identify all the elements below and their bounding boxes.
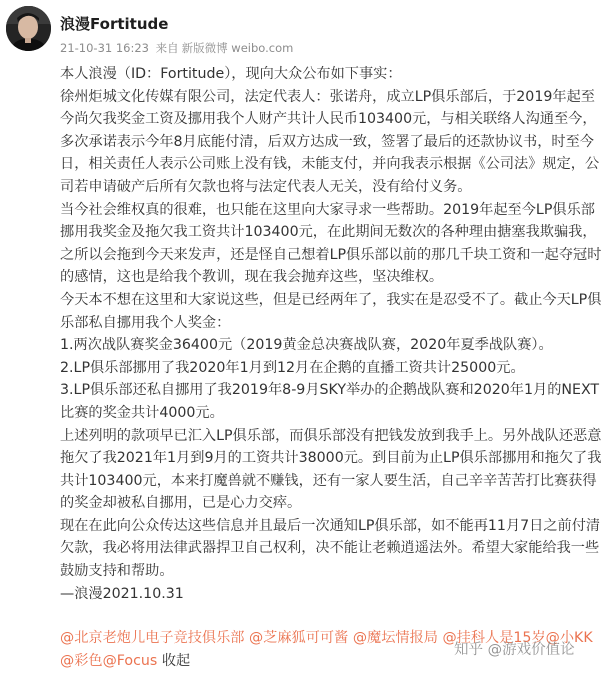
avatar[interactable] <box>6 6 51 51</box>
mention-link[interactable]: @Focus <box>102 652 158 669</box>
mention-link[interactable]: @小KK <box>545 630 593 646</box>
mention-link[interactable]: @挂科人是15岁 <box>442 630 546 646</box>
post-paragraph: 本人浪漫（ID：Fortitude），现向大众公布如下事实： <box>60 66 402 82</box>
post-paragraph: 当今社会维权真的很难，也只能在这里向大家寻求一些帮助。2019年起至今LP俱乐部挪用我奖金及拖欠我工资共计103400元，在此期间无数次的各种理由搪塞我欺骗我，之所以会拖到今天来发声，还是怪自己想着LP俱乐部以前的那几千块工资和一起夺冠时的感情，这也是给我个教训，现在我会抛弃这些，坚决维权。 <box>60 201 602 286</box>
post-paragraph: 今天本不想在这里和大家说这些，但是已经两年了，我实在是忍受不了。截止今天LP俱乐部私自挪用我个人奖金： <box>60 291 602 331</box>
post-source[interactable]: 新版微博 weibo.com <box>181 41 294 55</box>
mention-link[interactable]: @魔坛情报局 <box>352 630 438 646</box>
mention-link[interactable]: @北京老炮儿电子竞技俱乐部 <box>60 630 245 646</box>
post-paragraph: 2.LP俱乐部挪用了我2020年1月到12月在企鹅的直播工资共计25000元。 <box>60 359 525 376</box>
post-paragraph: 上述列明的款项早已汇入LP俱乐部，而俱乐部没有把钱发放到我手上。另外战队还恶意拖欠了我2021年1月到9月的工资共计38000元。到目前为止LP俱乐部挪用和拖欠了我共计103400元，本来打魔兽就不赚钱，还有一家人要生活，自己辛辛苦苦打比赛获得的奖金却被私自挪用，已是心力交瘁。 <box>60 427 602 512</box>
username[interactable]: 浪漫Fortitude <box>60 15 169 33</box>
post-paragraph: 现在在此向公众传达这些信息并且最后一次通知LP俱乐部，如不能再11月7日之前付清欠款，我必将用法律武器捍卫自己权利，决不能让老赖逍遥法外。希望大家能给我一些鼓励支持和帮助。 <box>60 517 601 580</box>
watermark: 知乎 @游戏价值论 <box>454 642 575 658</box>
avatar-image <box>6 6 51 51</box>
post-header <box>0 0 616 56</box>
mention-link[interactable]: @芝麻狐可可酱 <box>248 630 349 646</box>
source-prefix: 来自 <box>155 41 179 55</box>
post-paragraph: 1.两次战队赛奖金36400元（2019黄金总决赛战队赛，2020年夏季战队赛）。 <box>60 337 553 354</box>
collapse-link[interactable]: 收起 <box>161 652 191 669</box>
post-signature: —浪漫2021.10.31 <box>60 585 184 602</box>
post-timestamp[interactable]: 21-10-31 16:23 <box>60 41 149 55</box>
post-paragraph: 徐州炬城文化传媒有限公司，法定代表人：张诺舟，成立LP俱乐部后，于2019年起至今尚欠我奖金工资及挪用我个人财产共计人民币103400元，与相关联络人沟通至今，多次承诺表示今年8月底能付清，后双方达成一致，签署了最后的还款协议书，时至今日，相关责任人表示公司账上没有钱，未能支付，并向我表示根据《公司法》规定，公司若申请破产后所有欠款也将与法定代表人无关，没有给付义务。 <box>60 88 600 195</box>
post-paragraph: 3.LP俱乐部还私自挪用了我2019年8-9月SKY举办的企鹅战队赛和2020年1月的NEXT比赛的奖金共计4000元。 <box>60 382 600 421</box>
post-body <box>60 63 608 605</box>
post-meta <box>60 40 296 56</box>
mention-link[interactable]: @彩色 <box>60 652 103 669</box>
